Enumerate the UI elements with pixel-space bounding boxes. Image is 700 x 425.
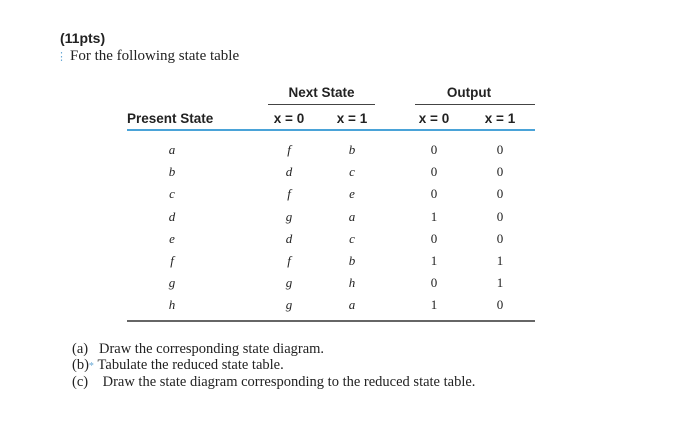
table-cell: a [348, 297, 356, 313]
table-cell: a [168, 142, 176, 157]
table-cell: c [349, 164, 355, 180]
question-c [72, 374, 475, 391]
table-cell: 1 [496, 275, 504, 291]
points-label: (11pts) [60, 30, 106, 46]
table-cell: 1 [430, 297, 438, 313]
table-cell: e [349, 186, 355, 202]
next-state-header: Next State [288, 85, 355, 100]
question-text: Tabulate the reduced state table. [97, 357, 284, 373]
table-cell: 0 [430, 186, 438, 202]
question-label: (c) [72, 374, 89, 390]
question-a [72, 341, 324, 358]
table-cell: c [169, 186, 175, 202]
table-cell: 1 [430, 253, 438, 268]
col-header: x = 0 [273, 111, 305, 126]
table-cell: 1 [430, 208, 438, 224]
table-cell: a [348, 208, 356, 224]
question-label: (a) [72, 341, 89, 357]
intro-text: For the following state table [70, 48, 240, 64]
table-cell: b [348, 253, 356, 268]
table-cell: e [169, 230, 175, 246]
table-cell: 0 [496, 164, 504, 180]
table-cell: 0 [496, 186, 504, 202]
marker-icon: * [88, 361, 94, 372]
table-cell: d [285, 164, 293, 180]
question-text: Draw the corresponding state diagram. [98, 341, 325, 357]
table-cell: f [287, 253, 291, 268]
table-cell: 0 [430, 275, 438, 291]
table-cell: d [285, 230, 293, 246]
marker-icon: ⋮ [56, 51, 67, 63]
table-cell: g [285, 275, 293, 291]
question-text: Draw the state diagram corresponding to the reduced state table. [102, 374, 476, 390]
table-cell: g [168, 275, 176, 291]
table-cell: 0 [496, 297, 504, 313]
table-cell: f [287, 142, 291, 157]
table-cell: h [168, 297, 176, 313]
bottom-rule [127, 320, 535, 322]
table-cell: 0 [496, 208, 504, 224]
table-cell: 0 [430, 142, 438, 157]
table-cell: 0 [430, 164, 438, 180]
table-cell: h [348, 275, 356, 291]
table-cell: 1 [496, 253, 504, 268]
present-state-header: Present State [127, 111, 214, 126]
table-cell: d [168, 208, 176, 224]
table-cell: b [348, 142, 356, 157]
question-label: (b) [72, 357, 89, 373]
table-cell: 0 [496, 230, 504, 246]
header-rule [127, 129, 535, 131]
table-cell: 0 [430, 230, 438, 246]
table-cell: 0 [496, 142, 504, 157]
table-cell: f [170, 253, 174, 268]
table-cell: g [285, 297, 293, 313]
table-cell: f [287, 186, 291, 202]
col-header: x = 1 [336, 111, 368, 126]
col-header: x = 0 [418, 111, 450, 126]
divider [268, 104, 375, 105]
table-cell: c [349, 230, 355, 246]
table-cell: g [285, 208, 293, 224]
divider [415, 104, 535, 105]
col-header: x = 1 [484, 111, 516, 126]
output-header: Output [446, 85, 492, 100]
table-cell: b [168, 164, 176, 180]
question-b [72, 357, 284, 374]
